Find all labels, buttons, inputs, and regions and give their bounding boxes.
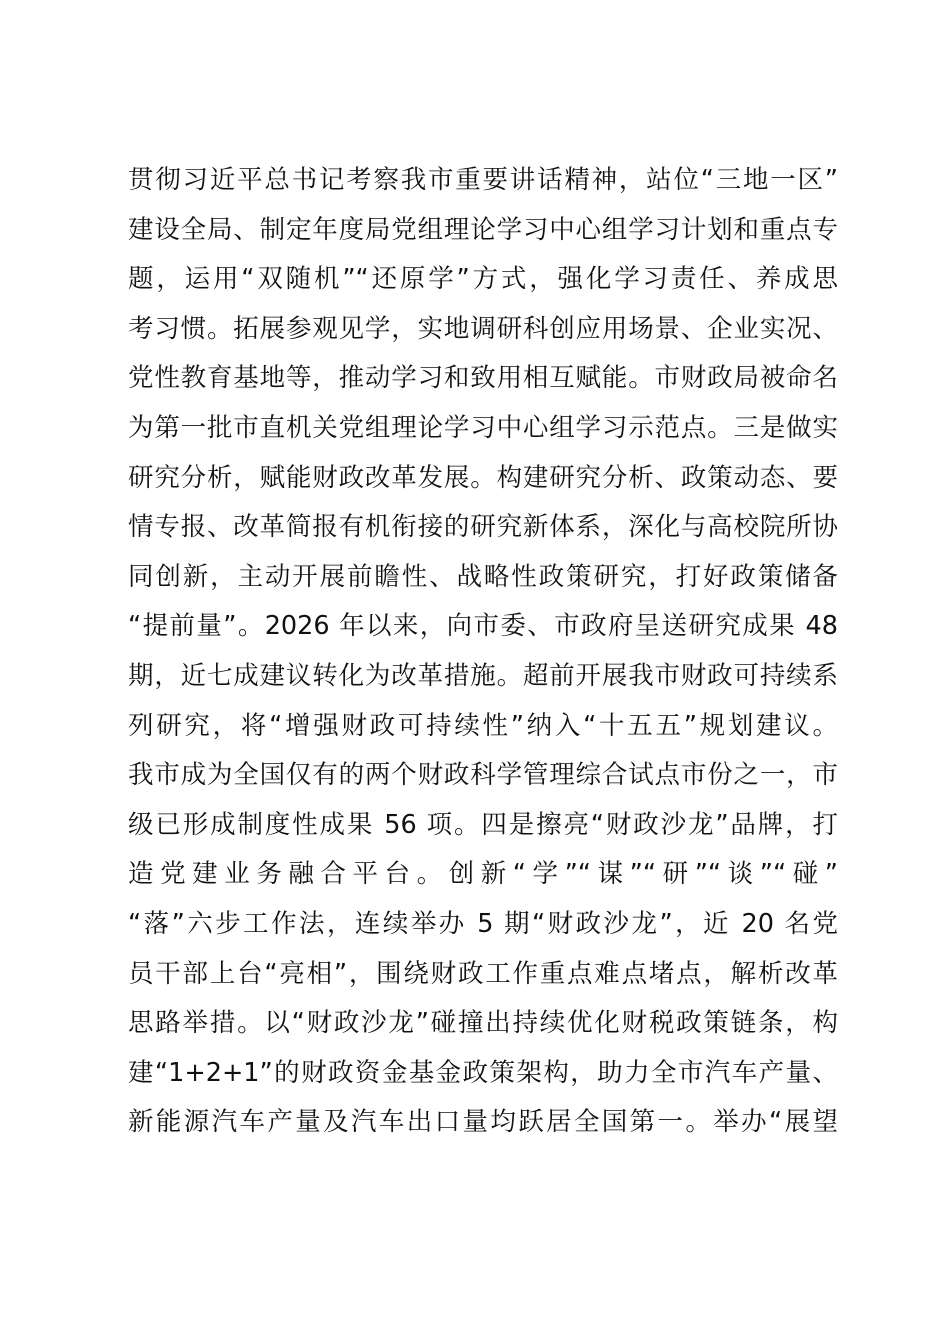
body-paragraph — [128, 156, 838, 1148]
text-line: 新能源汽车产量及汽车出口量均跃居全国第一。举办“展望 — [128, 1107, 838, 1138]
text-line: 建设全局、制定年度局党组理论学习中心组学习计划和重点专 — [128, 214, 838, 245]
text-line: 研究分析，赋能财政改革发展。构建研究分析、政策动态、要 — [128, 462, 838, 493]
text-line: 党性教育基地等，推动学习和致用相互赋能。市财政局被命名 — [128, 363, 838, 394]
text-line: 考习惯。拓展参观见学，实地调研科创应用场景、企业实况、 — [128, 313, 838, 344]
text-line: 期，近七成建议转化为改革措施。超前开展我市财政可持续系 — [128, 660, 838, 691]
text-line: 列研究，将“增强财政可持续性”纳入“十五五”规划建议。 — [128, 710, 838, 741]
text-line: 造党建业务融合平台。创新“学”“谋”“研”“谈”“碰” — [128, 859, 838, 890]
text-line: “提前量”。2026 年以来，向市委、市政府呈送研究成果 48 — [128, 611, 838, 642]
text-line: 情专报、改革简报有机衔接的研究新体系，深化与高校院所协 — [128, 512, 838, 543]
text-line: 同创新，主动开展前瞻性、战略性政策研究，打好政策储备 — [128, 561, 838, 592]
text-line: 建“1+2+1”的财政资金基金政策架构，助力全市汽车产量、 — [128, 1057, 838, 1088]
text-line: 级已形成制度性成果 56 项。四是擦亮“财政沙龙”品牌，打 — [128, 809, 838, 840]
text-line: 贯彻习近平总书记考察我市重要讲话精神，站位“三地一区” — [128, 165, 838, 195]
text-line: 题，运用“双随机”“还原学”方式，强化学习责任、养成思 — [128, 264, 838, 295]
text-line: 思路举措。以“财政沙龙”碰撞出持续优化财税政策链条，构 — [128, 1008, 838, 1039]
text-line: 员干部上台“亮相”，围绕财政工作重点难点堵点，解析改革 — [128, 958, 838, 989]
text-line: “落”六步工作法，连续举办 5 期“财政沙龙”，近 20 名党 — [128, 908, 838, 939]
text-line: 我市成为全国仅有的两个财政科学管理综合试点市份之一，市 — [128, 760, 838, 791]
text-line: 为第一批市直机关党组理论学习中心组学习示范点。三是做实 — [128, 412, 838, 443]
